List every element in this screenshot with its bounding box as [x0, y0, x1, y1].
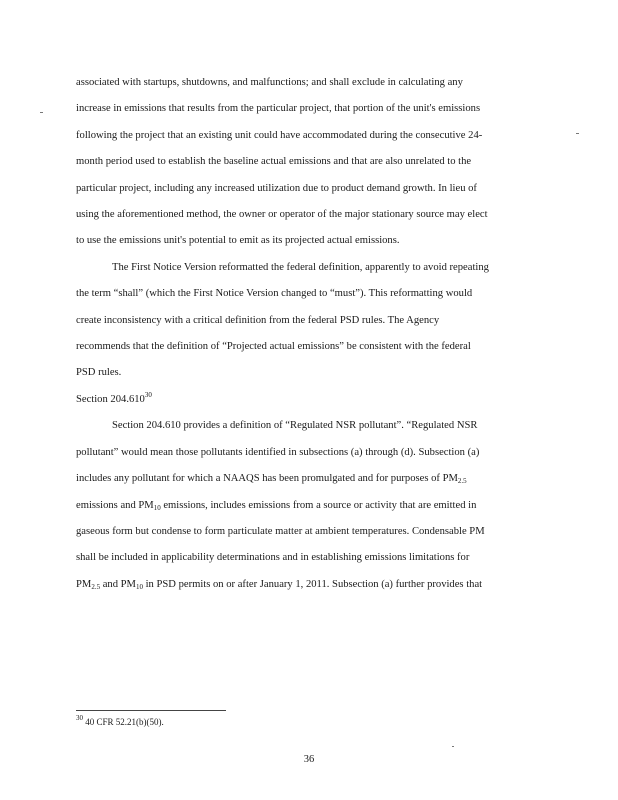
paragraph-line: Section 204.610 provides a definition of “Regulated NSR pollutant”. “Regulated NSR	[112, 420, 478, 432]
footnote-reference: 30	[144, 390, 152, 399]
paragraph-2	[76, 255, 548, 387]
section-heading	[76, 387, 548, 413]
text-run: and PM	[100, 578, 136, 590]
paragraph-line: recommends that the definition of “Projected actual emissions” be consistent with the federal	[76, 341, 471, 353]
scan-artifact	[452, 746, 454, 747]
paragraph-line: pollutant” would mean those pollutants identified in subsections (a) through (d). Subsection (a)	[76, 446, 480, 458]
subscript: 2.5	[91, 582, 101, 591]
scan-artifact	[576, 133, 579, 134]
text-run: includes any pollutant for which a NAAQS has been promulgated and for purposes of PM	[76, 473, 458, 485]
footnote-divider	[76, 710, 226, 711]
paragraph-line: using the aforementioned method, the owner or operator of the major stationary source may elect	[76, 209, 488, 221]
document-body	[76, 70, 548, 598]
scan-artifact	[40, 112, 43, 113]
paragraph-1	[76, 70, 548, 255]
paragraph-line	[76, 493, 548, 519]
footnote-number: 30	[76, 714, 83, 722]
paragraph-line	[76, 466, 548, 492]
paragraph-line: gaseous form but condense to form particulate matter at ambient temperatures. Condensable PM	[76, 525, 485, 537]
footnote	[76, 714, 164, 727]
paragraph-3	[76, 413, 548, 598]
paragraph-line: shall be included in applicability determinations and in establishing emissions limitations for	[76, 552, 470, 564]
text-run: emissions, includes emissions from a source or activity that are emitted in	[160, 499, 477, 511]
subscript: 10	[153, 503, 161, 512]
subscript: 10	[135, 582, 143, 591]
paragraph-line: month period used to establish the baseline actual emissions and that are also unrelated to the	[76, 156, 472, 168]
paragraph-line	[76, 572, 548, 598]
section-heading-label: Section 204.610	[76, 393, 145, 405]
subscript: 2.5	[457, 477, 467, 486]
paragraph-line: PSD rules.	[76, 367, 122, 379]
paragraph-line: create inconsistency with a critical definition from the federal PSD rules. The Agency	[76, 314, 440, 326]
paragraph-line: increase in emissions that results from the particular project, that portion of the unit's emissions	[76, 103, 481, 115]
paragraph-line: to use the emissions unit's potential to emit as its projected actual emissions.	[76, 235, 400, 247]
page-number: 36	[303, 754, 315, 765]
paragraph-line: following the project that an existing unit could have accommodated during the consecutive 24-	[76, 129, 483, 141]
paragraph-line: associated with startups, shutdowns, and malfunctions; and shall exclude in calculating any	[76, 77, 463, 88]
text-run: emissions and PM	[76, 499, 154, 511]
text-run: in PSD permits on or after January 1, 2011. Subsection (a) further provides that	[142, 578, 483, 590]
text-run: PM	[76, 578, 92, 590]
paragraph-line: particular project, including any increased utilization due to product demand growth. In lieu of	[76, 182, 477, 194]
footnote-text: 40 CFR 52.21(b)(50).	[83, 717, 164, 727]
paragraph-line: the term “shall” (which the First Notice Version changed to “must”). This reformatting would	[76, 288, 473, 300]
paragraph-line: The First Notice Version reformatted the federal definition, apparently to avoid repeating	[112, 261, 489, 273]
